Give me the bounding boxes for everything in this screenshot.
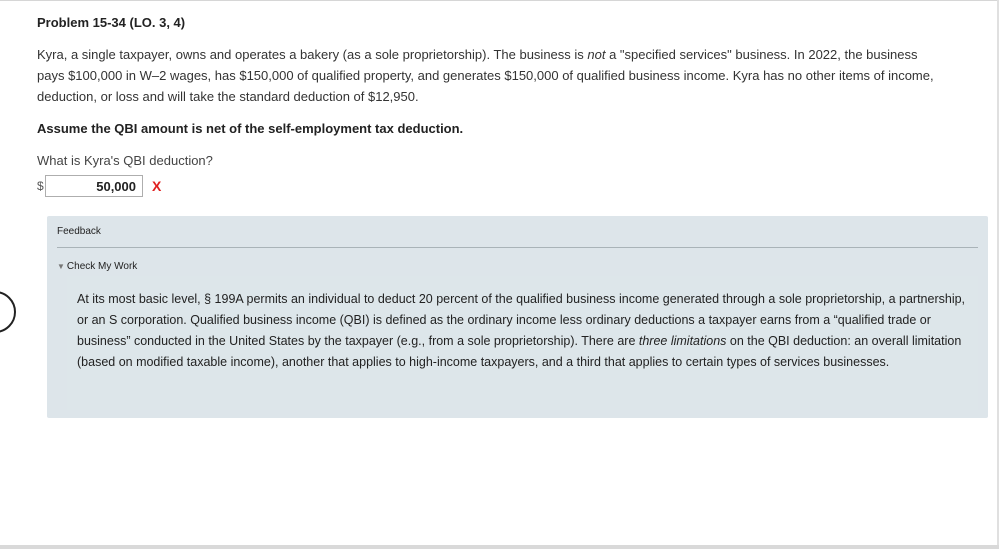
top-divider (0, 0, 999, 1)
triangle-down-icon: ▼ (57, 262, 65, 271)
statement-part-2: a "specified services" business. In 2022, the business pays $100,000 in W–2 wages, has $150,000 of qualified property, and generates $150,000 of qualified business income. Kyra has no other items of income, deduction, or loss and will take the standard deduction of $12,950. (37, 47, 934, 104)
explanation-text (77, 289, 967, 373)
statement-part-1: Kyra, a single taxpayer, owns and operates a bakery (as a sole proprietorship). The business is (37, 47, 588, 62)
question-text: What is Kyra's QBI deduction? (37, 153, 213, 168)
answer-row (37, 175, 161, 197)
feedback-divider (57, 247, 978, 248)
problem-statement (37, 44, 937, 107)
check-my-work-toggle[interactable] (57, 261, 137, 272)
explanation-part-2: on the QBI deduction: an overall limitation (based on modified taxable income), another that applies to high-income taxpayers, and a third that applies to certain types of services businesses. (77, 334, 962, 369)
check-my-work-content (67, 276, 978, 410)
currency-symbol: $ (37, 179, 44, 193)
statement-emphasis: not (587, 47, 606, 62)
explanation-part-1: At its most basic level, § 199A permits an individual to deduct 20 percent of the qualified business income generated through a sole proprietorship, a partnership, or an S corporation. Qualified business income (QBI) is defined as the ordinary income less ordinary deductions a taxpayer earns from a “qualified trade or business” conducted in the United States by the taxpayer (e.g., from a sole proprietorship). There are (77, 292, 966, 348)
check-my-work-label: Check My Work (66, 261, 138, 272)
feedback-title: Feedback (57, 226, 101, 237)
explanation-emphasis: three limitations (638, 334, 727, 348)
bottom-divider (0, 545, 999, 549)
feedback-panel (47, 216, 988, 418)
assumption-note: Assume the QBI amount is net of the self-employment tax deduction. (37, 121, 464, 136)
problem-title: Problem 15-34 (LO. 3, 4) (37, 15, 186, 30)
side-nav-circle-icon[interactable] (0, 291, 16, 333)
answer-input[interactable] (45, 175, 143, 197)
incorrect-x-icon: X (152, 178, 162, 194)
